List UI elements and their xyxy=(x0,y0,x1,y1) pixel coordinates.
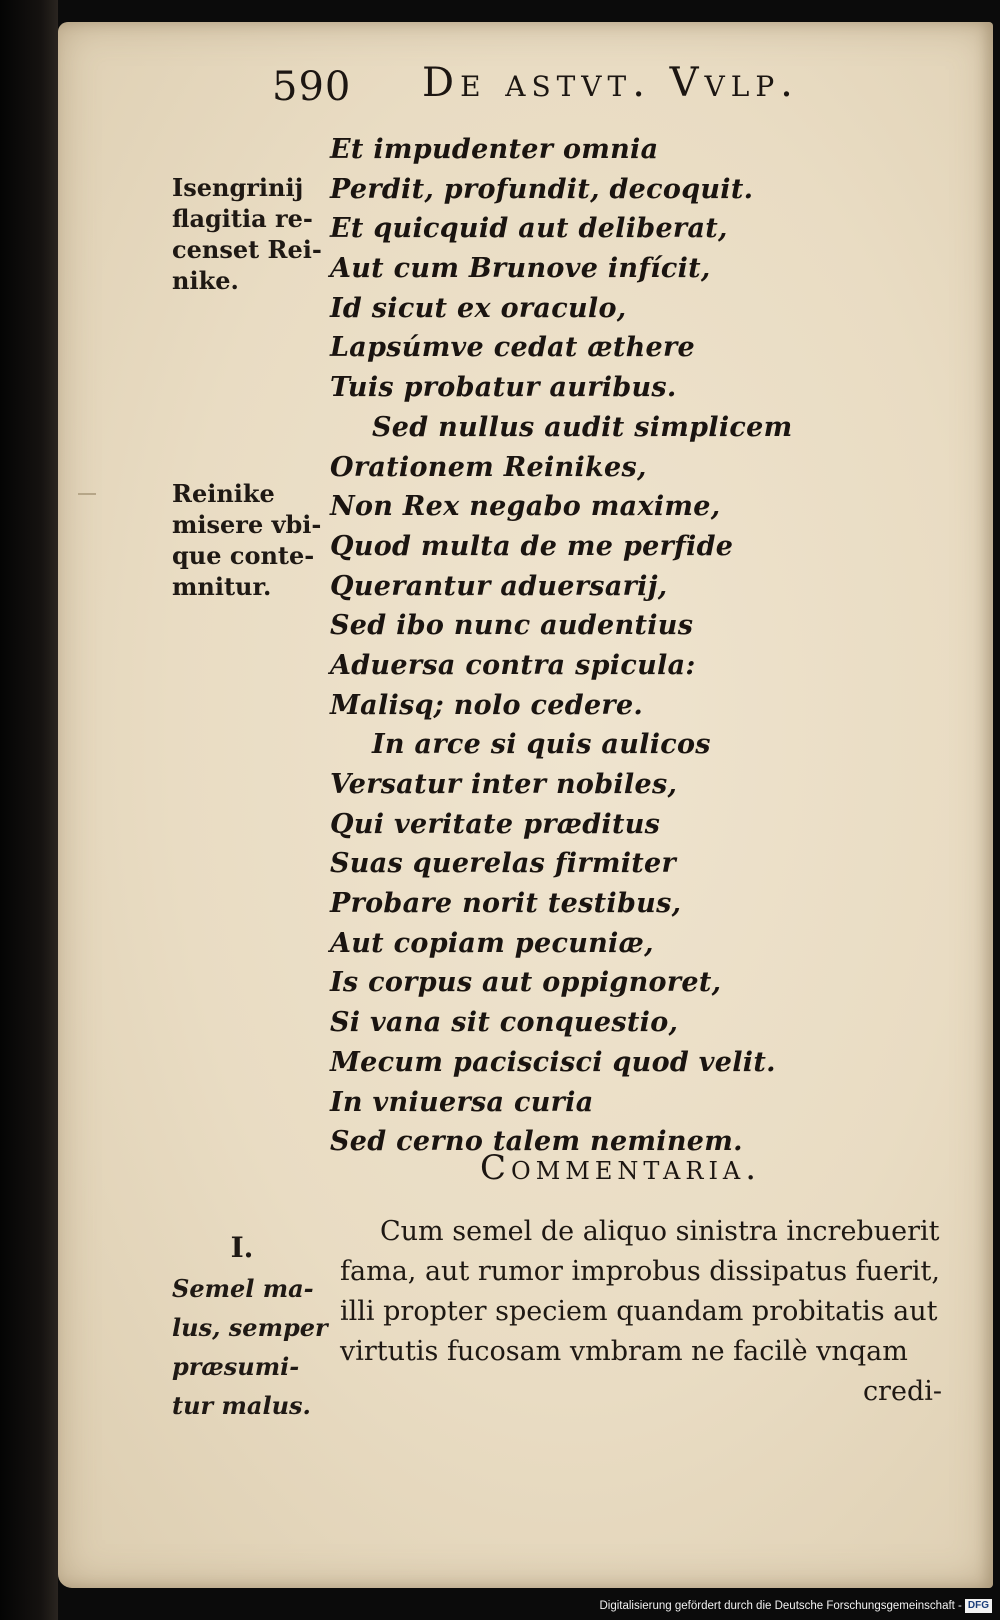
verse-line: Qui veritate præditus xyxy=(330,808,661,840)
page-header xyxy=(272,60,892,120)
verse-line: Sed ibo nunc audentius xyxy=(330,610,694,642)
verse-line: Quod multa de me perfide xyxy=(330,530,734,562)
side-note-line: Semel ma- xyxy=(172,1274,314,1303)
verse-line: Perdit, profundit, decoquit. xyxy=(330,173,754,205)
digitization-footer xyxy=(599,1596,992,1616)
prose-line: virtutis fucosam vmbram ne facilè vnqam xyxy=(340,1336,908,1367)
verse-line: Versatur inter nobiles, xyxy=(330,769,678,800)
verse-line: Querantur aduersarij, xyxy=(330,570,668,602)
verse-line: Et quicquid aut deliberat, xyxy=(330,213,728,245)
side-note-line: Reinike xyxy=(172,479,275,508)
side-note-line: mnitur. xyxy=(172,572,272,601)
side-note-semel-malus xyxy=(172,1228,327,1425)
prose-line: fama, aut rumor improbus dissipatus fuerit, xyxy=(340,1256,940,1287)
commentary-paragraph xyxy=(340,1212,960,1412)
side-note-line: præsumi- xyxy=(172,1352,300,1381)
verse-line: Et impudenter omnia xyxy=(330,134,659,165)
verse-line: In vniuersa curia xyxy=(330,1086,594,1118)
book-spine-shadow xyxy=(0,0,58,1620)
verse-line: Sed cerno talem neminem. xyxy=(330,1126,743,1158)
side-note-line: flagitia re- xyxy=(172,204,313,233)
verse-line: Orationem Reinikes, xyxy=(330,451,647,483)
side-note-line: Isengrinij xyxy=(172,173,304,202)
prose-line: credi- xyxy=(862,1376,942,1407)
verse-line: Non Rex negabo maxime, xyxy=(330,491,721,523)
page-number: 590 xyxy=(272,64,352,110)
side-note-line: tur malus. xyxy=(172,1391,311,1420)
verse-block xyxy=(330,130,930,1162)
side-note-line: misere vbi- xyxy=(172,510,322,539)
side-note-isengrin xyxy=(172,172,327,296)
verse-line: Lapsúmve cedat æthere xyxy=(330,332,696,364)
verse-line: Aduersa contra spicula: xyxy=(330,649,696,681)
side-note-line: censet Rei- xyxy=(172,235,322,264)
verse-line: Si vana sit conquestio, xyxy=(330,1007,679,1039)
prose-line: illi propter speciem quandam probitatis aut xyxy=(340,1296,938,1327)
note-number: I. xyxy=(230,1231,254,1264)
verse-line: Mecum paciscisci quod velit. xyxy=(330,1046,776,1078)
dfg-logo: DFG xyxy=(965,1599,992,1613)
verse-line: Malisq; nolo cedere. xyxy=(330,689,644,721)
section-heading: Commentaria. xyxy=(480,1148,762,1188)
verse-line: Probare norit testibus, xyxy=(330,888,682,920)
verse-line: In arce si quis aulicos xyxy=(372,729,711,761)
verse-line: Aut cum Brunove infícit, xyxy=(330,253,711,285)
side-note-line: que conte- xyxy=(172,541,315,570)
verse-line: Tuis probatur auribus. xyxy=(330,372,677,404)
running-title: De astvt. Vvlp. xyxy=(422,60,799,106)
side-note-line: nike. xyxy=(172,266,239,295)
prose-line: Cum semel de aliquo sinistra increbuerit xyxy=(380,1216,940,1247)
side-note-line: lus, semper xyxy=(172,1313,328,1342)
footer-text: Digitalisierung gefördert durch die Deutsche Forschungsgemeinschaft - xyxy=(599,1600,962,1612)
verse-line: Suas querelas firmiter xyxy=(330,848,677,880)
verse-line: Is corpus aut oppignoret, xyxy=(330,967,722,999)
verse-line: Id sicut ex oraculo, xyxy=(330,292,627,324)
side-note-reinike xyxy=(172,478,327,602)
verse-line: Aut copiam pecuniæ, xyxy=(330,927,654,959)
margin-mark xyxy=(78,493,96,495)
verse-line: Sed nullus audit simplicem xyxy=(372,411,793,443)
